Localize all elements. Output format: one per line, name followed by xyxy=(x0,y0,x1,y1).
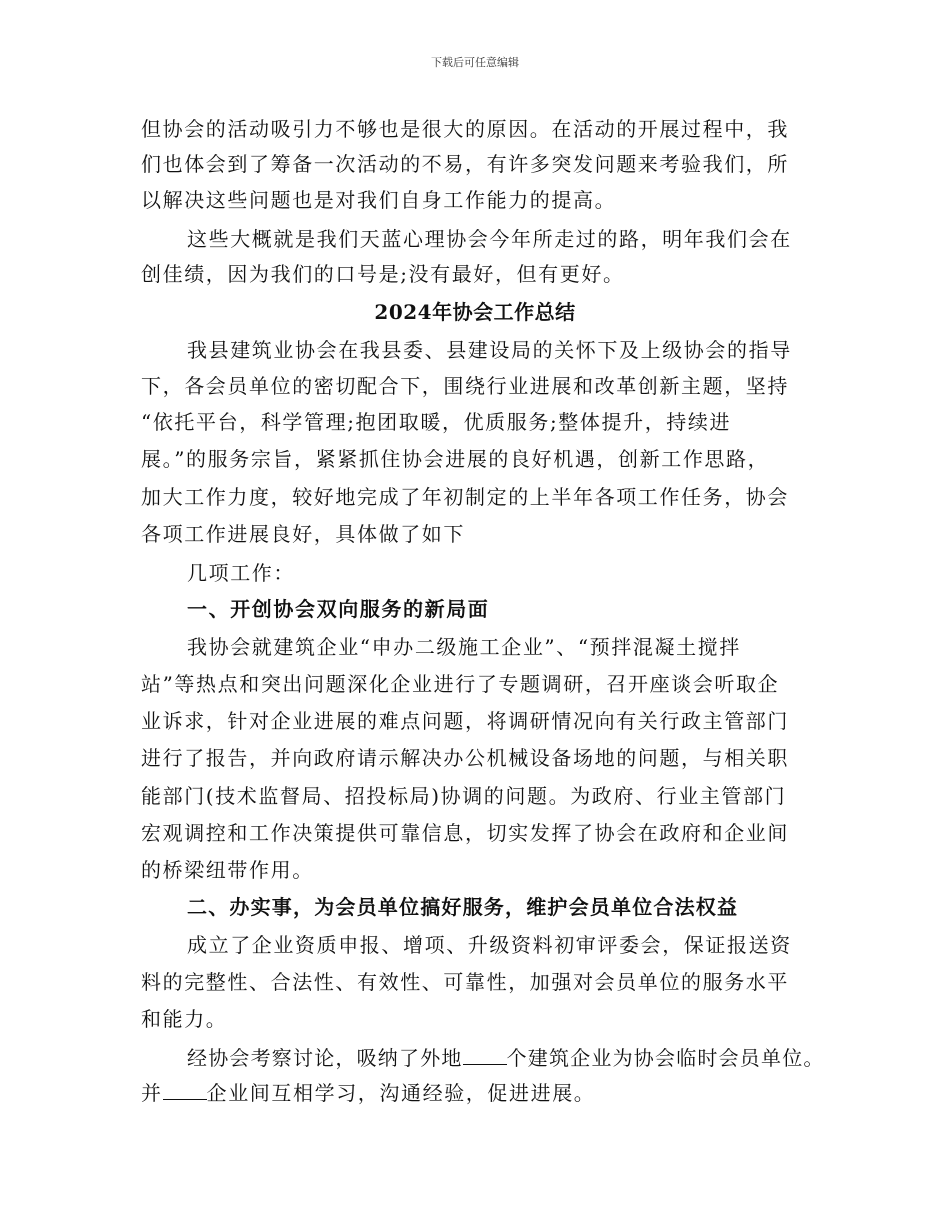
paragraph-line xyxy=(141,1081,595,1105)
paragraph-line: 业诉求，针对企业进展的难点问题，将调研情况向有关行政主管部门 xyxy=(141,709,789,733)
paragraph-line: 创佳绩，因为我们的口号是;没有最好，但有更好。 xyxy=(141,262,625,286)
paragraph-line: 和能力。 xyxy=(141,1007,228,1031)
paragraph-line: 各项工作进展良好，具体做了如下 xyxy=(141,522,465,546)
paragraph-line: 们也体会到了筹备一次活动的不易，有许多突发问题来考验我们，所 xyxy=(141,152,789,176)
paragraph-line: 加大工作力度，较好地完成了年初制定的上半年各项工作任务，协会 xyxy=(141,485,789,509)
paragraph-line: 几项工作： xyxy=(187,561,295,585)
paragraph-line: 能部门(技术监督局、招投标局)协调的问题。为政府、行业主管部门 xyxy=(141,784,787,808)
paragraph-line: 成立了企业资质申报、增项、升级资料初审评委会，保证报送资 xyxy=(187,933,792,957)
text-segment: 个建筑企业为协会临时会员单位。 xyxy=(506,1046,825,1070)
section-heading-2: 二、办实事，为会员单位搞好服务，维护会员单位合法权益 xyxy=(187,895,739,919)
fill-blank xyxy=(163,1081,207,1100)
text-segment: 企业间互相学习，沟通经验，促进进展。 xyxy=(206,1081,596,1105)
paragraph-line: 料的完整性、合法性、有效性、可靠性，加强对会员单位的服务水平 xyxy=(141,970,789,994)
paragraph-line: 站”等热点和突出问题深化企业进行了专题调研，召开座谈会听取企 xyxy=(141,672,780,696)
paragraph-line: 进行了报告，并向政府请示解决办公机械设备场地的问题，与相关职 xyxy=(141,746,789,770)
page-header-note: 下载后可任意编辑 xyxy=(431,56,519,69)
paragraph-line: 但协会的活动吸引力不够也是很大的原因。在活动的开展过程中，我 xyxy=(141,117,789,141)
text-segment: 并 xyxy=(141,1081,163,1105)
fill-blank xyxy=(463,1046,507,1065)
paragraph-line: 以解决这些问题也是对我们自身工作能力的提高。 xyxy=(141,188,617,212)
paragraph-line xyxy=(187,1046,825,1070)
paragraph-line: 下，各会员单位的密切配合下，围绕行业进展和改革创新主题，坚持 xyxy=(141,374,789,398)
paragraph-line: “依托平台，科学管理;抱团取暖，优质服务;整体提升，持续进 xyxy=(141,410,732,434)
paragraph-line: 我协会就建筑企业“申办二级施工企业”、“预拌混凝土搅拌 xyxy=(187,635,741,659)
paragraph-line: 这些大概就是我们天蓝心理协会今年所走过的路，明年我们会在 xyxy=(187,227,792,251)
paragraph-line: 的桥梁纽带作用。 xyxy=(141,858,314,882)
paragraph-line: 我县建筑业协会在我县委、县建设局的关怀下及上级协会的指导 xyxy=(187,338,792,362)
section-heading-1: 一、开创协会双向服务的新局面 xyxy=(187,597,490,621)
paragraph-line: 展。”的服务宗旨，紧紧抓住协会进展的良好机遇，创新工作思路， xyxy=(141,447,770,471)
paragraph-line: 宏观调控和工作决策提供可靠信息，切实发挥了协会在政府和企业间 xyxy=(141,821,789,845)
text-segment: 经协会考察讨论，吸纳了外地 xyxy=(187,1046,463,1070)
document-title: 2024年协会工作总结 xyxy=(374,300,576,324)
